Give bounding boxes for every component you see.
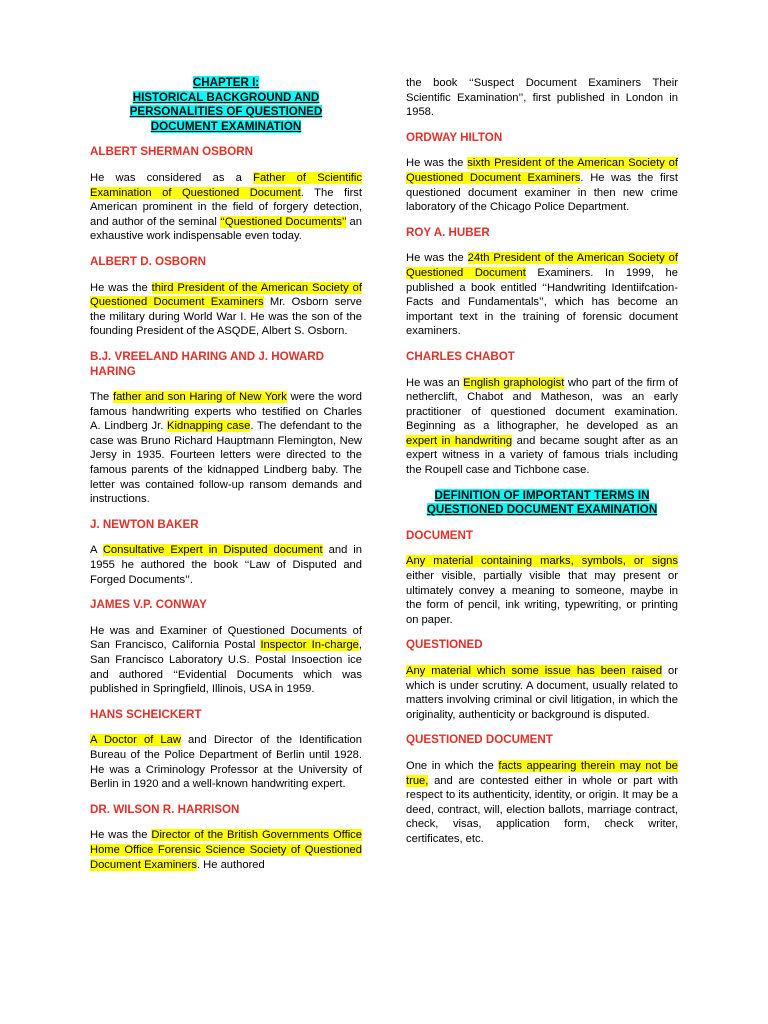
section-paragraph (90, 733, 362, 791)
text-run: either visible, partially visible that may present or ultimately convey a meaning to someone, maybe in the form of pencil, ink writing, typewriting, or printing on paper. (406, 570, 678, 626)
section-heading: JAMES V.P. CONWAY (90, 598, 207, 612)
text-run: an exhaustive work indispensable even today. (90, 215, 362, 243)
text-run: He was an (406, 376, 464, 389)
text-run: . He was the first questioned document examiner in then new crime laboratory of the Chicago Police Department. (406, 171, 679, 214)
section (90, 350, 362, 507)
text-run: . The first American prominent in the field of forgery detection, and author of the seminal (90, 186, 362, 228)
text-run: He was the (90, 829, 152, 842)
text-run: He was the (406, 252, 468, 265)
title-text: HISTORICAL BACKGROUND AND (132, 90, 320, 104)
title-line (90, 120, 362, 135)
section-paragraph (406, 251, 678, 339)
section (406, 226, 678, 339)
text-run: were the word famous handwriting experts who testified on Charles A. Lindberg Jr. (90, 391, 362, 433)
section-heading: QUESTIONED (406, 638, 483, 652)
text-run: and became sought after as an expert witness in a variety of famous trials including the Roupell case and Tichbone case. (406, 434, 678, 477)
section-heading: J. NEWTON BAKER (90, 517, 199, 531)
section (90, 518, 362, 587)
section-heading: ALBERT D. OSBORN (90, 254, 206, 268)
section (90, 803, 362, 872)
section-heading: B.J. VREELAND HARING AND J. HOWARD HARING (90, 349, 325, 378)
section-heading: QUESTIONED DOCUMENT (406, 733, 553, 747)
right-column (406, 76, 678, 858)
section-paragraph (406, 76, 678, 120)
section-paragraph (90, 390, 362, 507)
text-run: the book ‘‘Suspect Document Examiners Their Scientific Examination’’, first published in London in 1958. (406, 77, 678, 119)
section (406, 76, 678, 120)
highlighted-text: Director of the British Governments Office Home Office Forensic Science Society of Questioned Document Examiners (90, 829, 362, 871)
section (406, 350, 678, 478)
highlighted-text: father and son Haring of New York (112, 391, 287, 404)
section (406, 733, 678, 846)
highlighted-text: expert in handwriting (406, 434, 513, 447)
section (406, 131, 678, 215)
highlighted-text: Any material containing marks, symbols, or signs (406, 555, 678, 568)
section-paragraph (90, 624, 362, 697)
section-paragraph (90, 171, 362, 244)
section (90, 598, 362, 697)
title-text: CHAPTER I: (192, 76, 260, 89)
section (90, 145, 362, 244)
text-run: who part of the firm of netherclift, Chabot and Matheson, was an early practitioner of questioned document examination. Beginning as a lithographer, he developed as an (406, 376, 678, 433)
section-paragraph (406, 759, 678, 847)
definitions-title (406, 489, 678, 518)
highlighted-text: Kidnapping case (167, 420, 251, 433)
section-heading: DR. WILSON R. HARRISON (90, 802, 240, 816)
title-line (406, 489, 678, 504)
section-heading: ROY A. HUBER (406, 225, 490, 239)
text-run: . The defendant to the case was Bruno Richard Hauptmann Flemington, New Jersy in 1935. Fourteen letters were directed to the famous parents of the kidnapped Lindberg baby. The letter was contained follow-up ransom demands and instructions. (90, 420, 362, 506)
text-run: and in 1955 he authored the book ‘‘Law of Disputed and Forged Documents’’. (90, 544, 362, 586)
text-run: or which is under scrutiny. A document, usually related to matters involving criminal or civil litigation, in which the originality, authenticity or background is disputed. (406, 665, 678, 721)
highlighted-text: Father of Scientific Examination of Questioned Document (90, 171, 362, 199)
text-run: and are contested either in whole or part with respect to its authenticity, identity, or origin. It may be a deed, contract, will, election ballots, marriage contract, check, visas, application form, check writer, certificates, etc. (406, 774, 678, 845)
title-text: QUESTIONED DOCUMENT EXAMINATION (426, 503, 658, 517)
title-line (406, 503, 678, 518)
highlighted-text: ‘‘Questioned Documents’’ (220, 215, 347, 228)
section-heading: HANS SCHEICKERT (90, 707, 202, 721)
highlighted-text: A Doctor of Law (90, 734, 181, 747)
title-line (90, 76, 362, 91)
text-run: . He authored (196, 858, 265, 871)
title-text: PERSONALITIES OF QUESTIONED (129, 105, 323, 119)
section (90, 708, 362, 792)
highlighted-text: Any material which some issue has been raised (406, 665, 663, 677)
section-heading: ORDWAY HILTON (406, 130, 503, 144)
text-run: Examiners. In 1999, he published a book entitled ‘‘Handwriting Identiifcation- Facts and Fundamentals’’, which has become an important text in the training of forensic document examiners. (406, 266, 678, 338)
highlighted-text: facts appearing therein may not be true, (406, 759, 678, 787)
text-run: He was the (90, 281, 152, 294)
text-run: He was the (406, 157, 468, 170)
text-run: Mr. Osborn serve the military during World War I. He was the son of the founding President of the ASQDE, Albert S. Osborn. (90, 296, 363, 338)
text-run: The (90, 391, 113, 404)
highlighted-text: Consultative Expert in Disputed document (102, 544, 323, 557)
title-text: DOCUMENT EXAMINATION (150, 119, 302, 133)
highlighted-text: English graphologist (463, 376, 565, 389)
section-heading: DOCUMENT (406, 528, 473, 542)
text-run: He was considered as a (90, 171, 254, 184)
text-run: A (90, 544, 103, 557)
section-paragraph (90, 828, 362, 872)
section (406, 638, 678, 722)
section-heading: CHARLES CHABOT (406, 349, 515, 363)
chapter-title (90, 76, 362, 134)
text-run: One in which the (406, 759, 499, 772)
highlighted-text: 24th President of the American Society of Questioned Document (406, 252, 678, 279)
title-text: DEFINITION OF IMPORTANT TERMS IN (434, 488, 650, 502)
title-line (90, 105, 362, 120)
section-paragraph (406, 554, 678, 627)
text-run: , San Francisco Laboratory U.S. Postal Insoection ice and authored ‘‘Evidential Documents which was published in Springfield, Illinois, USA in 1959. (90, 639, 362, 696)
section-paragraph (90, 281, 362, 339)
left-column (90, 76, 362, 883)
section-paragraph (406, 156, 678, 214)
highlighted-text: sixth President of the American Society of Questioned Document Examiners (406, 157, 678, 184)
section-paragraph (406, 664, 678, 722)
section (90, 255, 362, 339)
section (406, 529, 678, 628)
section-paragraph (406, 376, 678, 478)
section-paragraph (90, 543, 362, 587)
section-heading: ALBERT SHERMAN OSBORN (90, 145, 253, 159)
text-run: and Director of the Identification Bureau of the Police Department of Berlin until 1928. He was a Criminology Professor at the University of Berlin in 1920 and a well-known handwriting expert. (90, 734, 362, 791)
highlighted-text: Inspector In-charge (260, 639, 359, 652)
highlighted-text: third President of the American Society of Questioned Document Examiners (90, 281, 363, 309)
text-run: He was and Examiner of Questioned Documents of San Francisco, California Postal (90, 624, 362, 652)
title-line (90, 91, 362, 106)
